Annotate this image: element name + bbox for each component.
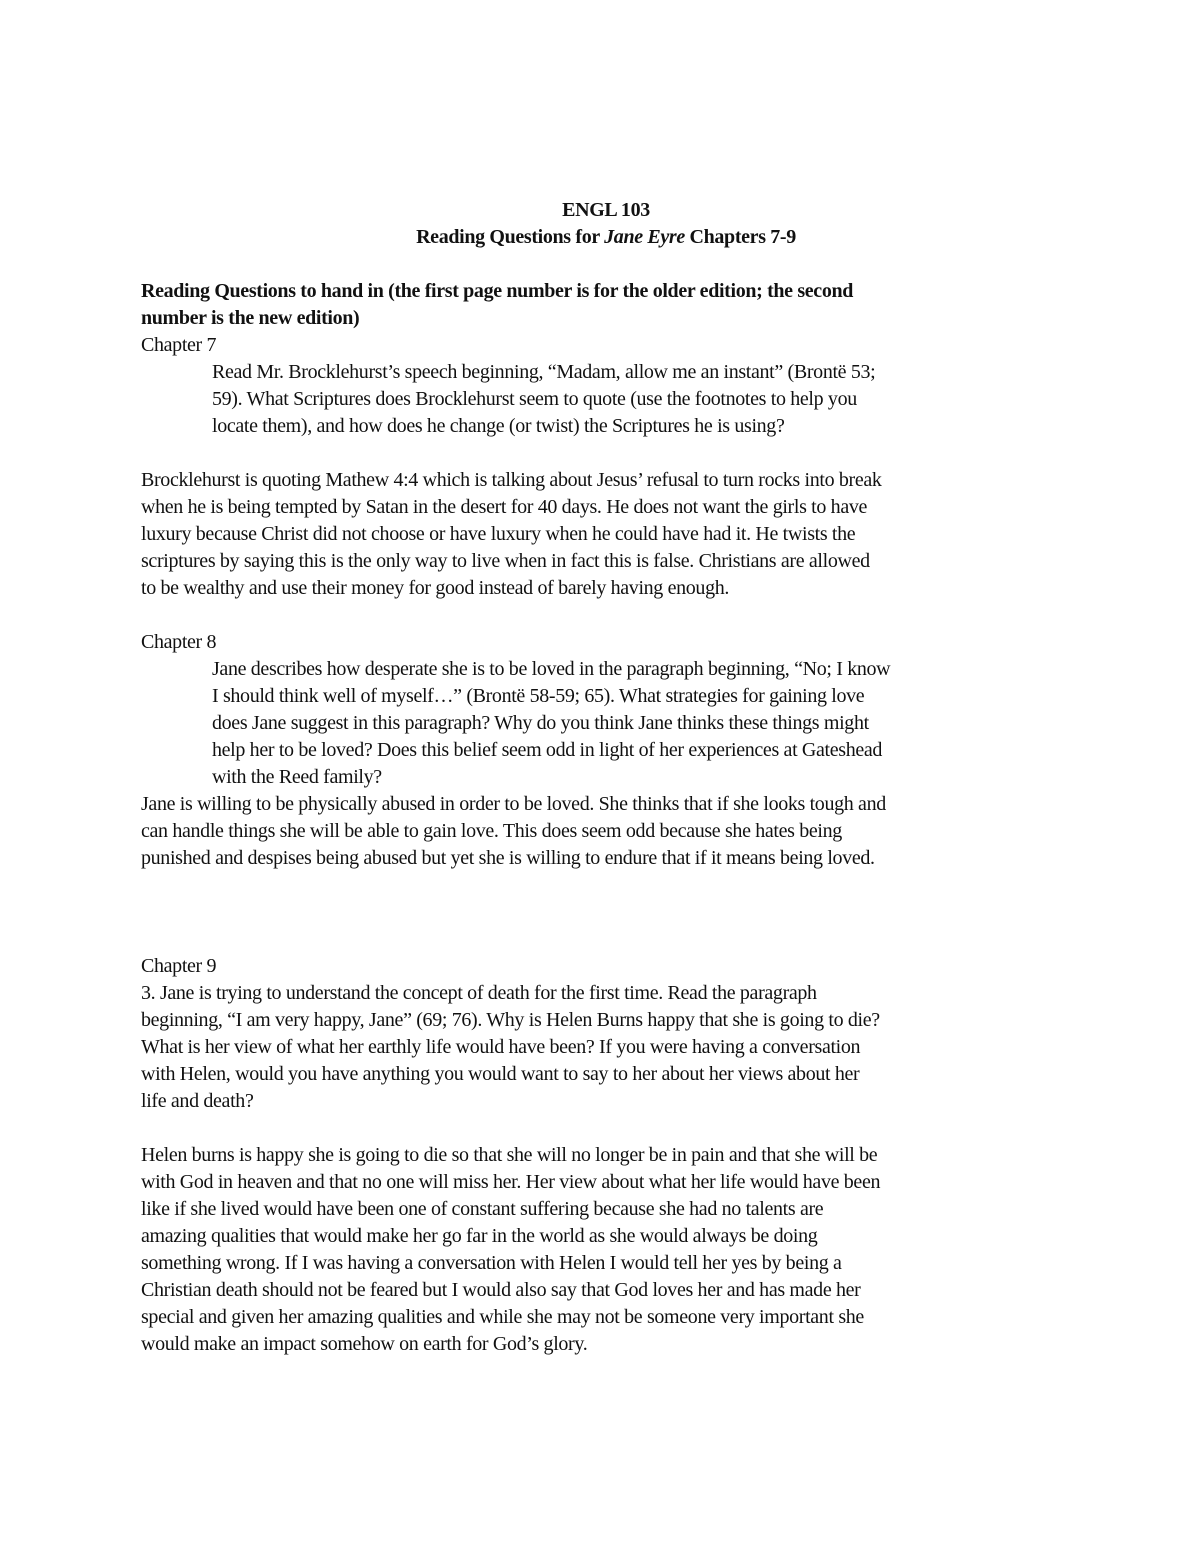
- subtitle-text: Reading Questions for: [416, 226, 605, 248]
- chapter-9-question: What is her view of what her earthly life would have been? If you were having a conversation: [141, 1036, 861, 1058]
- chapter-9-question: beginning, “I am very happy, Jane” (69; 76). Why is Helen Burns happy that she is going to die?: [141, 1009, 880, 1031]
- chapter-9-question: life and death?: [141, 1090, 254, 1112]
- chapter-7-answer: Brocklehurst is quoting Mathew 4:4 which is talking about Jesus’ refusal to turn rocks into break: [141, 469, 882, 491]
- book-title: Jane Eyre: [604, 226, 685, 248]
- chapter-9-answer: Helen burns is happy she is going to die so that she will no longer be in pain and that she will be: [141, 1144, 878, 1166]
- chapter-7-question: 59). What Scriptures does Brocklehurst seem to quote (use the footnotes to help you: [212, 388, 857, 410]
- chapter-8-question: Jane describes how desperate she is to be loved in the paragraph beginning, “No; I know: [212, 658, 891, 680]
- chapter-7-question: locate them), and how does he change (or twist) the Scriptures he is using?: [212, 415, 785, 437]
- instructions-line: number is the new edition): [141, 307, 360, 329]
- chapter-9-answer: with God in heaven and that no one will miss her. Her view about what her life would have been: [141, 1171, 881, 1193]
- chapter-9-answer: like if she lived would have been one of constant suffering because she had no talents are: [141, 1198, 824, 1220]
- chapter-9-heading: Chapter 9: [141, 955, 217, 977]
- chapter-8-heading: Chapter 8: [141, 631, 217, 653]
- chapter-7-answer: when he is being tempted by Satan in the desert for 40 days. He does not want the girls to have: [141, 496, 868, 518]
- chapter-8-question: I should think well of myself…” (Brontë 58-59; 65). What strategies for gaining love: [212, 685, 865, 707]
- chapter-9-answer: something wrong. If I was having a conversation with Helen I would tell her yes by being a: [141, 1252, 842, 1274]
- chapter-7-answer: scriptures by saying this is the only way to live when in fact this is false. Christians are allowed: [141, 550, 870, 572]
- chapter-8-question: help her to be loved? Does this belief seem odd in light of her experiences at Gateshead: [212, 739, 883, 761]
- chapter-9-question: 3. Jane is trying to understand the concept of death for the first time. Read the paragraph: [141, 982, 817, 1004]
- chapter-7-answer: to be wealthy and use their money for good instead of barely having enough.: [141, 577, 730, 599]
- chapter-9-answer: amazing qualities that would make her go far in the world as she would always be doing: [141, 1225, 818, 1247]
- chapter-8-answer: can handle things she will be able to gain love. This does seem odd because she hates being: [141, 820, 842, 842]
- chapter-9-answer: would make an impact somehow on earth for God’s glory.: [141, 1333, 588, 1355]
- chapter-8-question: does Jane suggest in this paragraph? Why do you think Jane thinks these things might: [212, 712, 869, 734]
- chapter-7-answer: luxury because Christ did not choose or have luxury when he could have had it. He twists the: [141, 523, 856, 545]
- chapter-7-heading: Chapter 7: [141, 334, 217, 356]
- chapter-9-question: with Helen, would you have anything you would want to say to her about her views about her: [141, 1063, 860, 1085]
- chapter-8-answer: Jane is willing to be physically abused in order to be loved. She thinks that if she looks tough and: [141, 793, 886, 815]
- instructions-line: Reading Questions to hand in (the first page number is for the older edition; the second: [141, 280, 854, 302]
- chapter-8-question: with the Reed family?: [212, 766, 382, 788]
- document-subtitle: [141, 224, 1071, 251]
- chapter-7-question: Read Mr. Brocklehurst’s speech beginning, “Madam, allow me an instant” (Brontë 53;: [212, 361, 876, 383]
- chapter-8-answer: punished and despises being abused but yet she is willing to endure that if it means being loved.: [141, 847, 875, 869]
- document-page: [141, 197, 1071, 1358]
- subtitle-text: Chapters 7-9: [684, 226, 796, 248]
- chapter-9-answer: Christian death should not be feared but I would also say that God loves her and has made her: [141, 1279, 861, 1301]
- chapter-9-answer: special and given her amazing qualities and while she may not be someone very important she: [141, 1306, 864, 1328]
- course-title: ENGL 103: [562, 199, 650, 221]
